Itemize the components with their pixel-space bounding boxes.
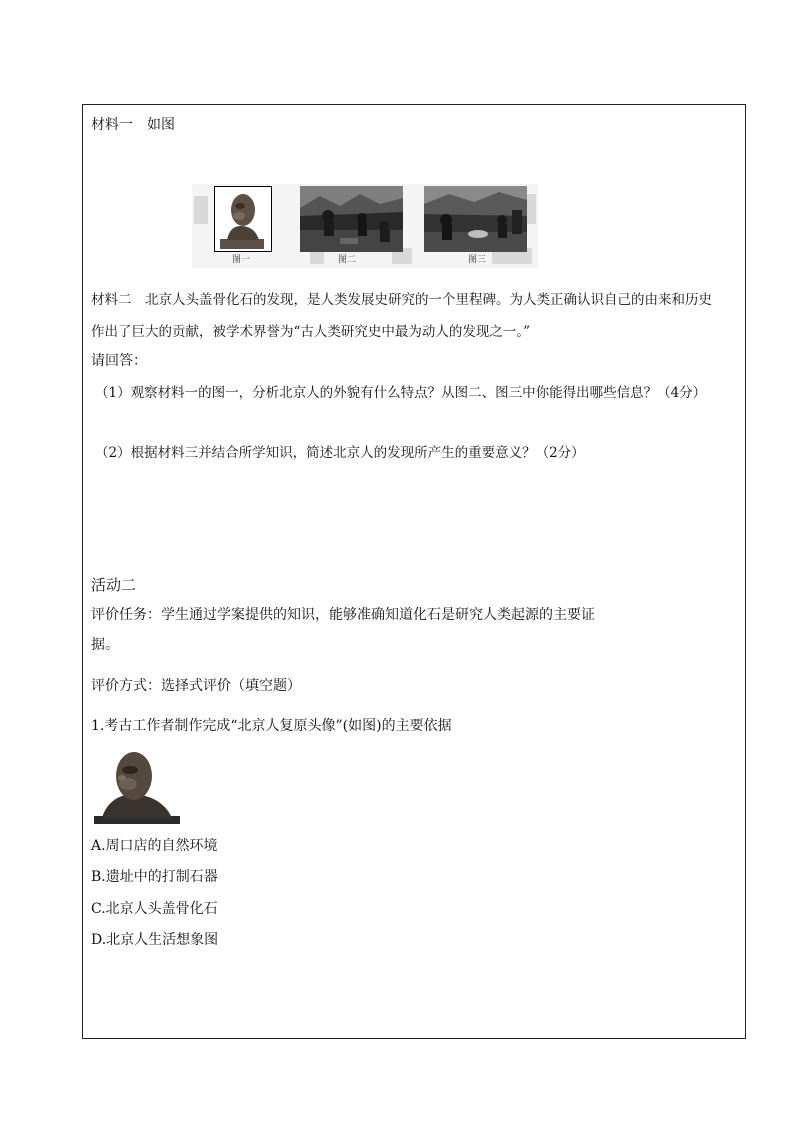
option-c: C.北京人头盖骨化石 bbox=[91, 901, 218, 917]
figure3-scene-photo bbox=[424, 186, 527, 252]
question2: （2）根据材料三并结合所学知识，简述北京人的发现所产生的重要意义？（2分） bbox=[95, 445, 585, 461]
evaluation-task-line2: 据。 bbox=[91, 637, 119, 653]
option-b: B.遗址中的打制石器 bbox=[91, 869, 218, 885]
question1: （1）观察材料一的图一，分析北京人的外貌有什么特点？从图二、图三中你能得出哪些信息？（4分） bbox=[95, 385, 707, 401]
figure2-caption: 图二 bbox=[338, 255, 357, 265]
evaluation-task-line1: 评价任务：学生通过学案提供的知识，能够准确知道化石是研究人类起源的主要证 bbox=[91, 607, 595, 623]
figure3-caption: 图三 bbox=[468, 255, 487, 265]
material1-figures bbox=[192, 184, 538, 268]
question-stem: 1.考古工作者制作完成“北京人复原头像”(如图)的主要依据 bbox=[91, 718, 452, 734]
material2-line1: 材料二 北京人头盖骨化石的发现，是人类发展史研究的一个里程碑。为人类正确认识自己的由来和历史 bbox=[91, 292, 712, 308]
figure2-scene-photo bbox=[300, 186, 403, 252]
material1-heading: 材料一 如图 bbox=[91, 117, 175, 133]
material2-line2: 作出了巨大的贡献，被学术界誉为“古人类研究史中最为动人的发现之一。” bbox=[91, 324, 531, 340]
answer-prompt: 请回答： bbox=[91, 353, 147, 369]
figure1-caption: 图一 bbox=[232, 255, 251, 265]
evaluation-method: 评价方式：选择式评价（填空题） bbox=[91, 678, 301, 694]
option-a: A.周口店的自然环境 bbox=[91, 838, 218, 854]
peking-man-bust-image bbox=[94, 750, 180, 824]
figure1-bust-photo bbox=[214, 186, 272, 252]
activity2-heading: 活动二 bbox=[91, 576, 137, 594]
option-d: D.北京人生活想象图 bbox=[91, 932, 219, 948]
